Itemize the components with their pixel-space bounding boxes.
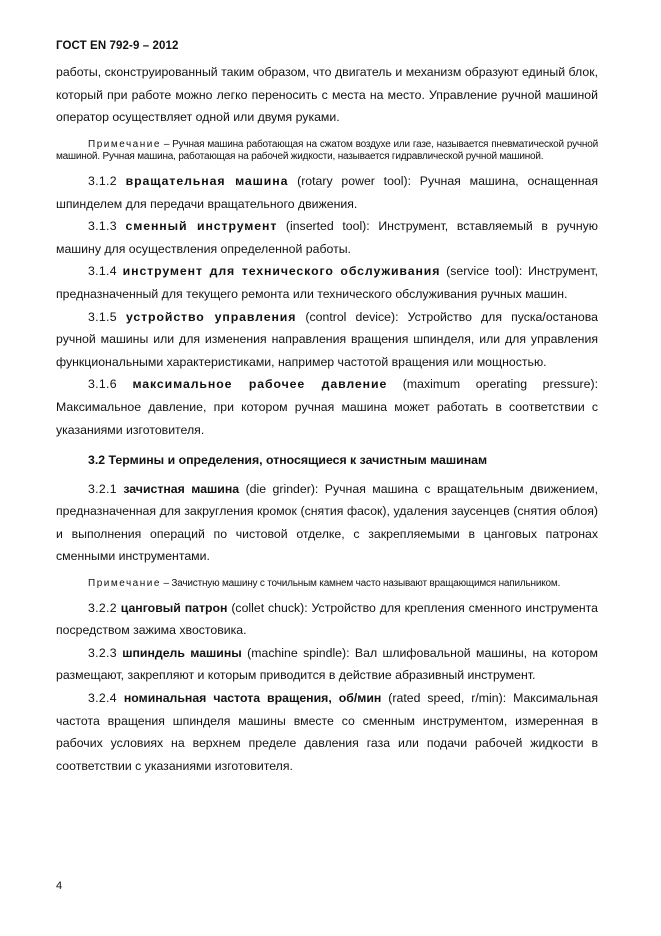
term-definition: (collet chuck): Устройство для крепления сменного инструмента посредством зажима хвостовика.: [56, 600, 598, 638]
note-2: [56, 578, 598, 591]
note-label: Примечание: [88, 578, 161, 590]
term-3-2-4: [56, 687, 598, 777]
intro-paragraph: работы, сконструированный таким образом, что двигатель и механизм образуют единый блок, который при работе можно легко переносить с места на место. Управление ручной машиной оператор осуществляет одной или двумя руками.: [56, 65, 598, 125]
term-title: максимальное рабочее давление: [132, 377, 388, 392]
term-3-2-2: [56, 597, 598, 642]
term-3-1-6: [56, 373, 598, 441]
term-number: 3.2.2: [88, 600, 117, 615]
document-code: ГОСТ EN 792-9 – 2012: [56, 40, 179, 52]
note-text: – Зачистную машину с точильным камнем часто называют вращающимся напильником.: [160, 578, 561, 590]
term-title: номинальная частота вращения, об/мин: [123, 691, 382, 706]
term-number: 3.1.3: [88, 219, 117, 234]
term-title: зачистная машина: [123, 481, 240, 496]
term-3-1-2: [56, 170, 598, 215]
term-definition: (die grinder): Ручная машина с вращательным движением, предназначенная для закругления кромок (снятия фасок), удаления заусенцев (снятия облоя) и выполнения операций по чистовой отделке, с закрепляемыми в цанговых патронах сменными инструментами.: [56, 481, 598, 564]
term-number: 3.1.2: [88, 173, 117, 188]
term-number: 3.1.4: [88, 264, 117, 279]
page-number: 4: [56, 880, 63, 892]
term-number: 3.1.5: [88, 309, 117, 324]
term-title: шпиндель машины: [122, 645, 242, 660]
term-definition: (service tool): Инструмент, предназначенный для текущего ремонта или технического обслуживания ручных машин.: [56, 264, 598, 301]
note-1: [56, 139, 598, 164]
term-3-1-3: [56, 215, 598, 260]
term-number: 3.2.1: [88, 481, 117, 496]
term-definition: (control device): Устройство для пуска/останова ручной машины или для изменения направления вращения шпинделя, или для управления функциональными характеристиками, например частотой вращения или мощностью.: [56, 309, 598, 369]
term-3-1-4: [56, 260, 598, 305]
term-title: вращательная машина: [125, 173, 289, 188]
term-3-2-3: [56, 642, 598, 687]
term-title: инструмент для технического обслуживания: [122, 264, 441, 279]
term-definition: (machine spindle): Вал шлифовальной машины, на котором размещают, закрепляют и которым приводится в действие абразивный инструмент.: [56, 645, 598, 683]
term-number: 3.1.6: [88, 377, 117, 392]
note-label: Примечание: [88, 138, 161, 150]
term-definition: (rated speed, r/min): Максимальная частота вращения шпинделя машины вместе со сменным инструментом, измеренная в рабочих условиях на верхнем пределе давления газа или подачи рабочей жидкости в соответствии с указаниями изготовителя.: [56, 691, 599, 773]
term-number: 3.2.3: [88, 645, 117, 660]
term-definition: (maximum operating pressure): Максимальное давление, при котором ручная машина может работать в соответствии с указаниями изготовителя.: [56, 377, 599, 437]
term-title: устройство управления: [125, 309, 297, 324]
document-body: [56, 61, 598, 777]
term-3-2-1: [56, 478, 598, 568]
term-definition: (inserted tool): Инструмент, вставляемый в ручную машину для осуществления определенной работы.: [56, 219, 598, 256]
section-heading: 3.2 Термины и определения, относящиеся к зачистным машинам: [88, 453, 488, 468]
term-3-1-5: [56, 306, 598, 374]
term-definition: (rotary power tool): Ручная машина, оснащенная шпинделем для передачи вращательного движения.: [56, 173, 598, 211]
term-number: 3.2.4: [88, 691, 117, 706]
term-title: цанговый патрон: [120, 600, 228, 615]
note-text: – Ручная машина работающая на сжатом воздухе или газе, называется пневматической ручной машиной. Ручная машина, работающая на рабочей жидкости, называется гидравлической ручной машиной.: [56, 138, 598, 163]
term-title: сменный инструмент: [125, 219, 278, 234]
